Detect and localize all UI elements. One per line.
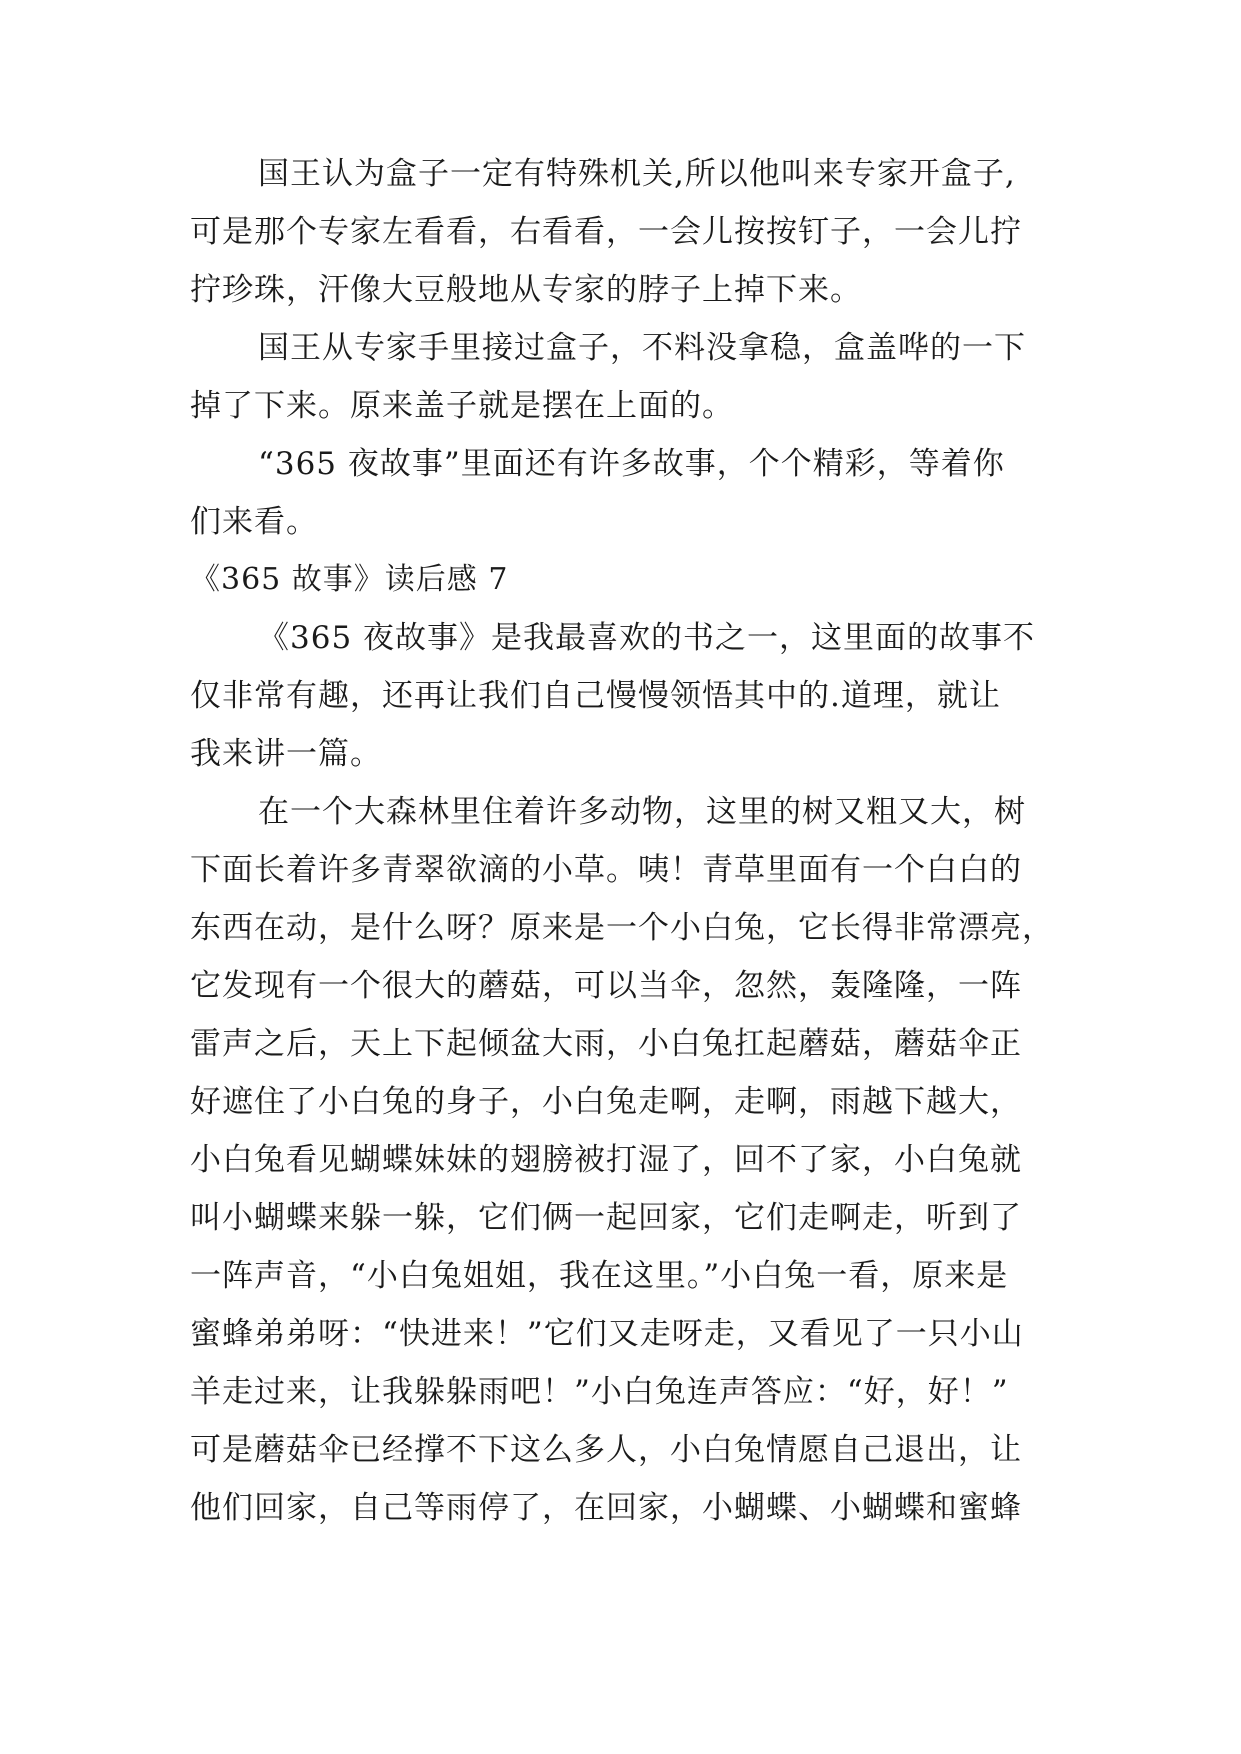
paragraph-line: 下面长着许多青翠欲滴的小草。咦！青草里面有一个白白的 — [190, 852, 1022, 888]
paragraph-line: 国王认为盒子一定有特殊机关,所以他叫来专家开盒子, — [258, 156, 1016, 192]
paragraph-line: 拧珍珠，汗像大豆般地从专家的脖子上掉下来。 — [190, 272, 862, 308]
paragraph-line: 它发现有一个很大的蘑菇，可以当伞，忽然，轰隆隆，一阵 — [190, 968, 1022, 1004]
paragraph-line: 可是那个专家左看看，右看看，一会儿按按钉子，一会儿拧 — [190, 214, 1022, 250]
paragraph-line: 可是蘑菇伞已经撑不下这么多人，小白兔情愿自己退出，让 — [190, 1432, 1022, 1468]
paragraph-line: 一阵声音，“小白兔姐姐，我在这里。”小白兔一看，原来是 — [190, 1258, 1009, 1294]
paragraph-line: 们来看。 — [190, 504, 318, 540]
paragraph-line: 东西在动，是什么呀？原来是一个小白兔，它长得非常漂亮， — [190, 910, 1054, 946]
paragraph-line: 叫小蝴蝶来躲一躲，它们俩一起回家，它们走啊走，听到了 — [190, 1200, 1022, 1236]
paragraph-line: 我来讲一篇。 — [190, 736, 382, 772]
paragraph-line: 羊走过来，让我躲躲雨吧！”小白兔连声答应：“好，好！” — [190, 1374, 1009, 1410]
paragraph-line: 雷声之后，天上下起倾盆大雨，小白兔扛起蘑菇，蘑菇伞正 — [190, 1026, 1022, 1062]
paragraph-line: 《365 夜故事》是我最喜欢的书之一，这里面的故事不 — [258, 620, 1036, 656]
paragraph-line: “365 夜故事”里面还有许多故事，个个精彩，等着你 — [258, 446, 1005, 482]
section-heading: 《365 故事》读后感 7 — [190, 562, 509, 597]
paragraph-line: 小白兔看见蝴蝶妹妹的翅膀被打湿了，回不了家，小白兔就 — [190, 1142, 1022, 1178]
paragraph-line: 仅非常有趣，还再让我们自己慢慢领悟其中的.道理，就让 — [190, 678, 1001, 714]
paragraph-line: 国王从专家手里接过盒子，不料没拿稳，盒盖哗的一下 — [258, 330, 1026, 366]
paragraph-line: 在一个大森林里住着许多动物，这里的树又粗又大，树 — [258, 794, 1026, 830]
paragraph-line: 蜜蜂弟弟呀：“快进来！”它们又走呀走，又看见了一只小山 — [190, 1316, 1024, 1352]
paragraph-line: 他们回家，自己等雨停了，在回家，小蝴蝶、小蝴蝶和蜜蜂 — [190, 1490, 1022, 1526]
paragraph-line: 好遮住了小白兔的身子，小白兔走啊，走啊，雨越下越大， — [190, 1084, 1022, 1120]
paragraph-line: 掉了下来。原来盖子就是摆在上面的。 — [190, 388, 734, 424]
